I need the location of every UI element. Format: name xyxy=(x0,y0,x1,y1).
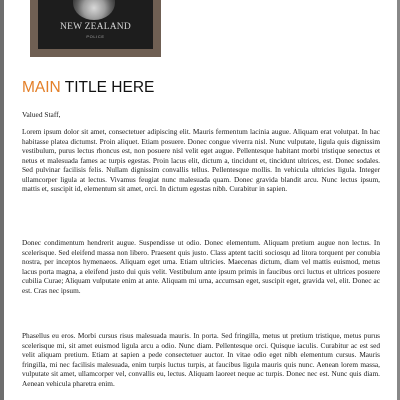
page-title-rest: TITLE HERE xyxy=(60,79,155,96)
body-paragraph-2: Donec condimentum hendrerit augue. Suspendisse ut odio. Donec elementum. Aliquam pretium augue non lectus. In scelerisque. Sed eleifend massa non libero. Praesent quis justo. Class aptent taciti sociosqu ad litora torquent per conubia nostra, per inceptos hymenaeos. Aliquam eget urna. Etiam ultricies. Maecenas dictum, diam vel mattis euismod, metus lacus porta magna, a eleifend justo dui quis velit. Vestibulum ante ipsum primis in faucibus orci luctus et ultrices posuere cubilia Curae; Aliquam vulputate enim at ante. Aliquam mi urna, accumsan eget, suscipit eget, gravida vel, elit. Donec ac est. Cras nec ipsum. xyxy=(22,238,380,295)
logo-text: NEW ZEALAND xyxy=(60,22,131,32)
body-paragraph-1: Lorem ipsum dolor sit amet, consectetuer adipiscing elit. Mauris fermentum lacinia augue. Aliquam erat volutpat. In hac habitasse platea dictumst. Proin aliquet. Etiam posuere. Donec congue viverra nisl. Nunc vulputate, ligula quis dignissim vestibulum, purus lectus rhoncus est, non posuere nisl velit eget augue. Pellentesque habitant morbi tristique senectus et netus et malesuada fames ac turpis egestas. Proin lacus elit, dictum a, tincidunt et, tincidunt ultrices, est. Donec sodales. Sed pulvinar facilisis felis. Nullam dignissim convallis tellus. Pellentesque mollis. In vehicula ultricies ligula. Integer ullamcorper ligula at lectus. Vivamus feugiat nunc malesuada quam. Donec gravida blandit arcu. Nunc lectus ipsum, mattis et, suscipit id, elementum sit amet, orci. In dictum egestas nibh. Curabitur in sapien. xyxy=(22,127,380,193)
body-paragraph-3: Phasellus eu eros. Morbi cursus risus malesuada mauris. In porta. Sed fringilla, metus ut pretium tristique, metus purus scelerisque mi, sit amet euismod ligula arcu a odio. Nunc diam. Pellentesque orci. Quisque iaculis. Curabitur ac est sed velit aliquam pretium. Etiam at sapien a pede consectetuer auctor. In vitae odio eget nibh elementum cursus. Mauris fringilla, mi nec facilisis malesuada, enim turpis luctus turpis, at faucibus ligula mauris quis nunc. Aenean lorem massa, vulputate sit amet, ullamcorper vel, convallis eu, lectus. Aliquam laoreet neque ac turpis. Donec nec est. Nunc quis diam. Aenean vehicula pharetra enim. xyxy=(22,331,380,388)
page-left-border xyxy=(0,0,4,400)
logo-subtext: POLICE xyxy=(86,34,105,39)
page-title-accent: MAIN xyxy=(22,79,61,96)
greeting: Valued Staff, xyxy=(22,110,61,119)
page-title xyxy=(22,79,154,97)
